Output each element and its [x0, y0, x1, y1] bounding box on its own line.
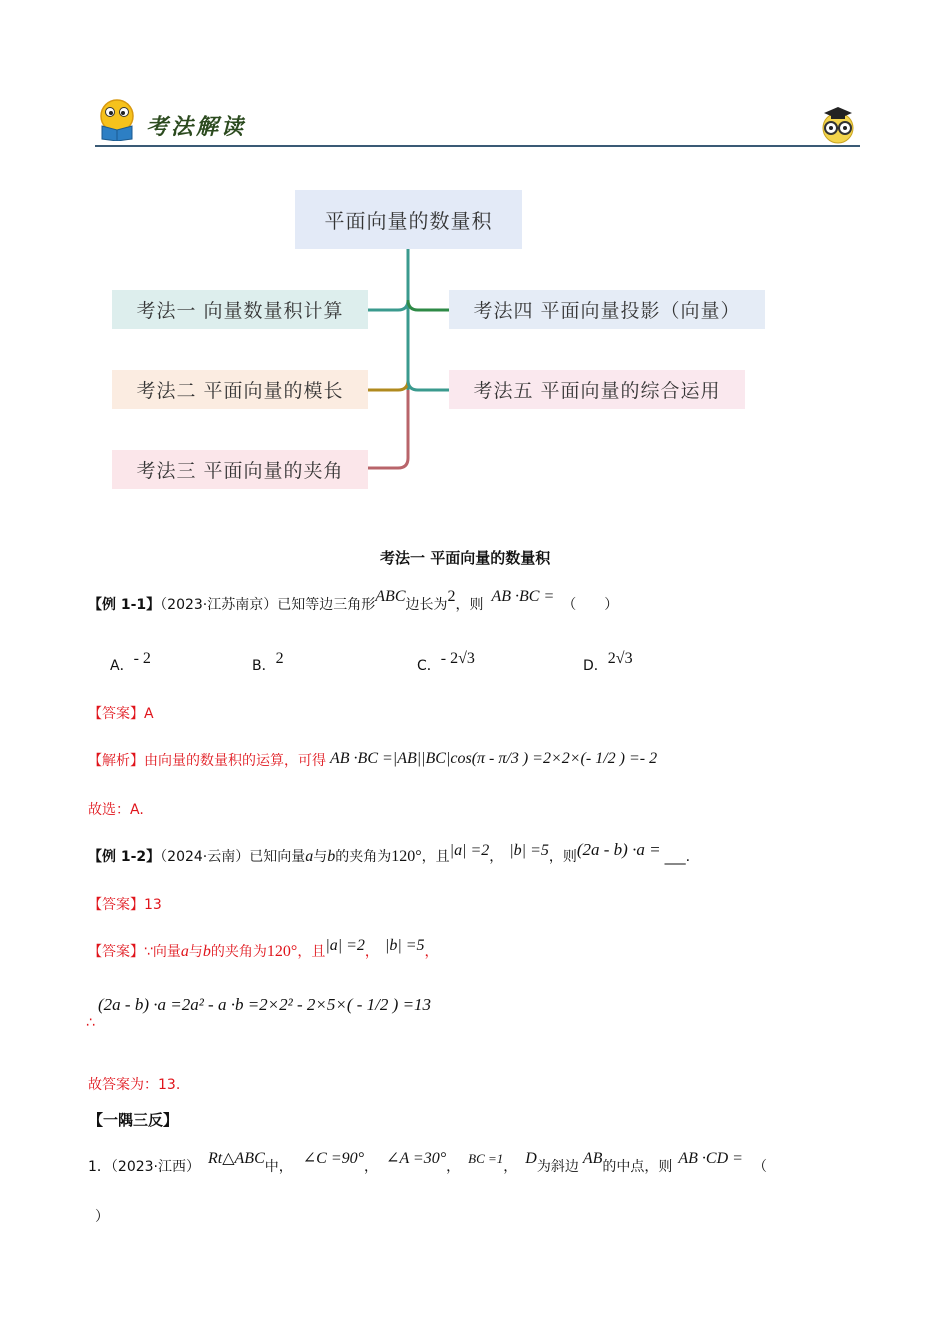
connector-b5	[408, 380, 449, 390]
comma: ，	[503, 1159, 518, 1175]
example-source: （2023·江苏南京）已知等边三角形	[160, 597, 376, 613]
triangle-name: Rt△ABC	[208, 1150, 265, 1167]
comma: ，	[489, 849, 504, 865]
example-1-1-answer	[88, 703, 154, 723]
section-title: 考法一 平面向量的数量积	[380, 549, 551, 567]
expression: (2a - b) ·a =	[576, 840, 661, 859]
mindmap-node-1: 考法一 向量数量积计算	[112, 290, 368, 329]
vector-b: b	[202, 943, 211, 960]
answer-value: A	[144, 706, 154, 722]
connector-b3	[368, 390, 408, 468]
option-b-value: 2	[275, 650, 284, 667]
norm-b: |b| =5	[509, 842, 549, 859]
comma: ，	[364, 1159, 379, 1175]
angle-value: 120°	[266, 943, 298, 960]
option-b	[252, 648, 284, 674]
mindmap-node-5: 考法五 平面向量的综合运用	[449, 370, 745, 409]
option-d-letter: D．	[583, 658, 608, 674]
option-d	[583, 648, 633, 674]
norm-a: |a| =2	[325, 937, 365, 954]
angle-text: 的夹角为	[335, 849, 392, 865]
example-label: 【例 1-1】	[88, 597, 161, 613]
connector-b2	[368, 380, 408, 390]
angle-text: 的夹角为	[210, 944, 267, 960]
answer-label: 【答案】	[88, 706, 144, 722]
hyp-text: 为斜边	[536, 1159, 579, 1175]
comma: ，	[424, 944, 439, 960]
mindmap-node-3: 考法三 平面向量的夹角	[112, 450, 368, 489]
point-d: D	[525, 1150, 537, 1167]
and-text: ，且	[297, 944, 326, 960]
paren-close: ）	[95, 1209, 109, 1225]
example-1-2-answer	[88, 894, 162, 914]
therefore-symbol: ∴	[86, 1015, 95, 1031]
segment-ab: AB	[582, 1150, 603, 1167]
side-value: 2	[447, 588, 456, 605]
zhong-text: 中，	[264, 1159, 293, 1175]
with-text: 与	[313, 849, 328, 865]
comma: ，	[364, 944, 379, 960]
solution-text: ∵向量	[144, 944, 181, 960]
angle-a: ∠A =30°	[386, 1150, 447, 1167]
side-text: 边长为	[405, 597, 448, 613]
example-1-1-choose: 故选：A.	[88, 802, 144, 818]
vector-a: a	[180, 943, 189, 960]
vector-a: a	[305, 848, 314, 865]
example-source: （2024·云南）已知向量	[160, 849, 306, 865]
triangle-name: ABC	[375, 588, 406, 605]
then-text: ，则	[548, 849, 577, 865]
header-title: 考法解读	[146, 114, 247, 140]
option-c-letter: C．	[417, 658, 441, 674]
option-c	[417, 648, 475, 674]
angle-value: 120°	[391, 848, 422, 865]
paren-open: （	[752, 1159, 767, 1175]
dot-product-expr: AB ·BC =	[491, 588, 555, 605]
answer-blank: ___.	[664, 849, 691, 865]
mindmap-connectors	[0, 0, 950, 520]
solution-label: 【答案】	[88, 944, 144, 960]
answer-label: 【答案】	[88, 897, 144, 913]
practice-title: 【一隅三反】	[88, 1111, 179, 1129]
vector-b: b	[327, 848, 336, 865]
option-b-letter: B．	[252, 658, 276, 674]
option-a-value: - 2	[133, 650, 151, 667]
mindmap-root: 平面向量的数量积	[295, 190, 522, 249]
option-a-letter: A．	[110, 658, 134, 674]
example-1-1-question	[88, 588, 619, 614]
answer-value: 13	[144, 897, 162, 913]
mindmap-node-2: 考法二 平面向量的模长	[112, 370, 368, 409]
angle-c: ∠C =90°	[302, 1150, 365, 1167]
example-label: 【例 1-2】	[88, 849, 161, 865]
then-text: ，则	[455, 597, 484, 613]
connector-b1	[368, 300, 408, 310]
example-1-2-question	[88, 840, 691, 866]
with-text: 与	[188, 944, 203, 960]
example-1-2-final: 故答案为：13.	[88, 1077, 181, 1093]
example-1-1-analysis	[88, 750, 657, 770]
analysis-text: 由向量的数量积的运算，可得	[144, 753, 326, 769]
option-d-value: 2√3	[607, 650, 633, 667]
mid-text: 的中点，则	[602, 1159, 673, 1175]
answer-paren: （ ）	[562, 597, 619, 613]
norm-a: |a| =2	[449, 842, 490, 859]
solution-formula: (2a - b) ·a =2a² - a ·b =2×2² - 2×5×( - 1/2 ) =13	[98, 995, 432, 1014]
and-text: ，且	[421, 849, 450, 865]
option-a	[110, 648, 151, 674]
dot-product-expr: AB ·CD =	[678, 1150, 743, 1167]
question-number: 1．（2023·江西）	[88, 1159, 200, 1175]
analysis-label: 【解析】	[88, 753, 144, 769]
norm-b: |b| =5	[384, 937, 425, 954]
side-bc: BC =1	[468, 1151, 504, 1166]
mindmap-node-4: 考法四 平面向量投影（向量）	[449, 290, 765, 329]
example-1-2-solution	[88, 937, 439, 961]
practice-question-1	[88, 1150, 767, 1176]
option-c-value: - 2√3	[440, 650, 475, 667]
analysis-formula: AB ·BC =|AB||BC|cos(π - π/3 ) =2×2×(- 1/2 ) =- 2	[330, 750, 658, 767]
comma: ，	[446, 1159, 461, 1175]
connector-b4	[408, 300, 449, 310]
